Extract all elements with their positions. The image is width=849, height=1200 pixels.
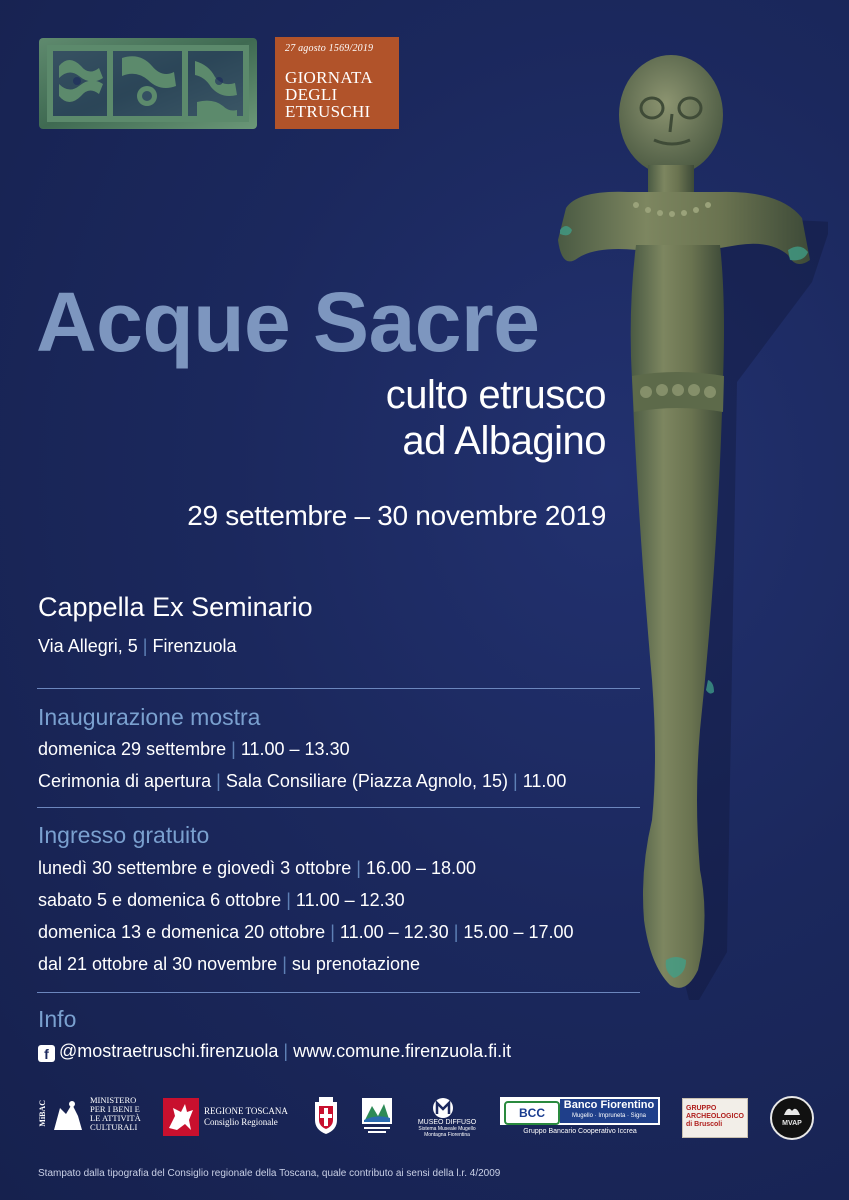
separator: | bbox=[216, 771, 221, 791]
inauguration-heading: Inaugurazione mostra bbox=[38, 704, 261, 730]
entrance-line-1 bbox=[38, 858, 476, 879]
pegasus-icon bbox=[163, 1098, 199, 1136]
exhibition-title: Acque Sacre bbox=[36, 275, 540, 369]
bcc-places: Mugello · Impruneta · Signa bbox=[571, 1113, 647, 1119]
regione-line-1: REGIONE TOSCANA bbox=[204, 1106, 288, 1116]
giornata-etruschi-badge bbox=[275, 37, 399, 129]
inauguration-date: domenica 29 settembre bbox=[38, 739, 227, 759]
bcc-name-box bbox=[560, 1099, 658, 1123]
ceremony-place: Sala Consiliare (Piazza Agnolo, 15) bbox=[225, 771, 508, 791]
info-line bbox=[38, 1041, 511, 1062]
mibac-tag: MiBAC bbox=[38, 1100, 47, 1127]
separator: | bbox=[142, 636, 148, 656]
inauguration-line-2 bbox=[38, 771, 566, 792]
divider-2 bbox=[37, 807, 640, 808]
bcc-group: Gruppo Bancario Cooperativo Iccrea bbox=[523, 1128, 637, 1135]
gruppo-line-1: GRUPPO bbox=[686, 1105, 717, 1112]
ceremony-time: 11.00 bbox=[522, 771, 567, 791]
regione-line-2: Consiglio Regionale bbox=[204, 1117, 278, 1127]
gruppo-archeologico-logo bbox=[682, 1098, 748, 1138]
footer-note: Stampato dalla tipografia del Consiglio regionale della Toscana, quale contributo ai sensi della l.r. 4/2009 bbox=[38, 1168, 501, 1179]
ceremony-label: Cerimonia di apertura bbox=[38, 771, 212, 791]
entrance-line-2 bbox=[38, 890, 405, 911]
ministero-line: MINISTERO bbox=[90, 1095, 137, 1105]
bcc-name: Banco Fiorentino bbox=[563, 1099, 655, 1111]
ministero-logo bbox=[38, 1096, 168, 1138]
entrance-line-4 bbox=[38, 954, 420, 975]
badge-line-3: ETRUSCHI bbox=[285, 102, 371, 121]
facebook-handle[interactable]: @mostraetruschi.firenzuola bbox=[59, 1041, 279, 1061]
separator: | bbox=[286, 890, 291, 910]
gruppo-line-3: di Bruscoli bbox=[686, 1121, 723, 1128]
separator: | bbox=[283, 1041, 289, 1061]
separator: | bbox=[356, 858, 361, 878]
entrance-heading: Ingresso gratuito bbox=[38, 822, 210, 848]
regione-toscana-logo bbox=[163, 1098, 288, 1136]
ministero-line: CULTURALI bbox=[90, 1122, 138, 1132]
facebook-icon: f bbox=[38, 1045, 55, 1062]
mvap-logo bbox=[770, 1096, 814, 1140]
entrance-days: sabato 5 e domenica 6 ottobre bbox=[38, 890, 282, 910]
regione-text bbox=[204, 1106, 288, 1128]
divider-3 bbox=[37, 992, 640, 993]
ministero-emblem-icon bbox=[50, 1100, 86, 1134]
bcc-banner bbox=[500, 1097, 660, 1125]
ministero-text bbox=[90, 1096, 141, 1132]
separator: | bbox=[282, 954, 287, 974]
exhibition-dates: 29 settembre – 30 novembre 2019 bbox=[187, 500, 606, 531]
separator: | bbox=[512, 771, 518, 791]
entrance-time-2: 15.00 – 17.00 bbox=[463, 922, 574, 942]
exhibition-subtitle bbox=[386, 372, 606, 464]
address-street: Via Allegri, 5 bbox=[38, 636, 138, 656]
gruppo-line-2: ARCHEOLOGICO bbox=[686, 1113, 744, 1120]
bcc-tag: BCC bbox=[504, 1101, 560, 1125]
ministero-line: LE ATTIVITÀ bbox=[90, 1113, 141, 1123]
subtitle-line-2: ad Albagino bbox=[402, 419, 606, 463]
entrance-days: domenica 13 e domenica 20 ottobre bbox=[38, 922, 326, 942]
separator: | bbox=[330, 922, 335, 942]
divider-1 bbox=[37, 688, 640, 689]
entrance-days: dal 21 ottobre al 30 novembre bbox=[38, 954, 278, 974]
unione-montana-logo bbox=[360, 1096, 394, 1138]
entrance-days: lunedì 30 settembre e giovedì 3 ottobre bbox=[38, 858, 352, 878]
info-heading: Info bbox=[38, 1006, 77, 1032]
inauguration-time: 11.00 – 13.30 bbox=[240, 739, 350, 759]
venue-name: Cappella Ex Seminario bbox=[38, 592, 313, 622]
badge-line-1: GIORNATA bbox=[285, 68, 373, 87]
badge-date: 27 agosto 1569/2019 bbox=[285, 43, 374, 54]
website-link[interactable]: www.comune.firenzuola.fi.it bbox=[293, 1041, 512, 1061]
ministero-line: PER I BENI E bbox=[90, 1104, 140, 1114]
venue-address bbox=[38, 636, 237, 657]
museo-text bbox=[417, 1119, 477, 1138]
inauguration-line-1 bbox=[38, 739, 350, 760]
entrance-booking: su prenotazione bbox=[291, 954, 420, 974]
mvap-text: MVAP bbox=[782, 1120, 802, 1127]
badge-line-2: DEGLI bbox=[285, 85, 338, 104]
mvap-emblem-icon bbox=[782, 1103, 802, 1117]
museo-line-3: Montagna Fiorentina bbox=[424, 1132, 470, 1138]
museo-line-1: MUSEO DIFFUSO bbox=[417, 1119, 477, 1126]
entrance-time: 11.00 – 12.30 bbox=[339, 922, 449, 942]
gruppo-text bbox=[683, 1099, 747, 1129]
entrance-time: 11.00 – 12.30 bbox=[295, 890, 405, 910]
comune-crest-icon bbox=[311, 1096, 341, 1138]
museo-diffuso-logo bbox=[417, 1097, 477, 1137]
banco-fiorentino-logo bbox=[500, 1097, 660, 1139]
museo-line-2: Sistema Museale Mugello bbox=[418, 1126, 476, 1132]
entrance-time: 16.00 – 18.00 bbox=[365, 858, 477, 878]
address-city: Firenzuola bbox=[152, 636, 237, 656]
museo-m-icon bbox=[431, 1097, 455, 1119]
bronze-plaque-image bbox=[37, 36, 259, 131]
separator: | bbox=[453, 922, 459, 942]
entrance-line-3 bbox=[38, 922, 574, 943]
separator: | bbox=[231, 739, 236, 759]
subtitle-line-1: culto etrusco bbox=[385, 373, 606, 417]
